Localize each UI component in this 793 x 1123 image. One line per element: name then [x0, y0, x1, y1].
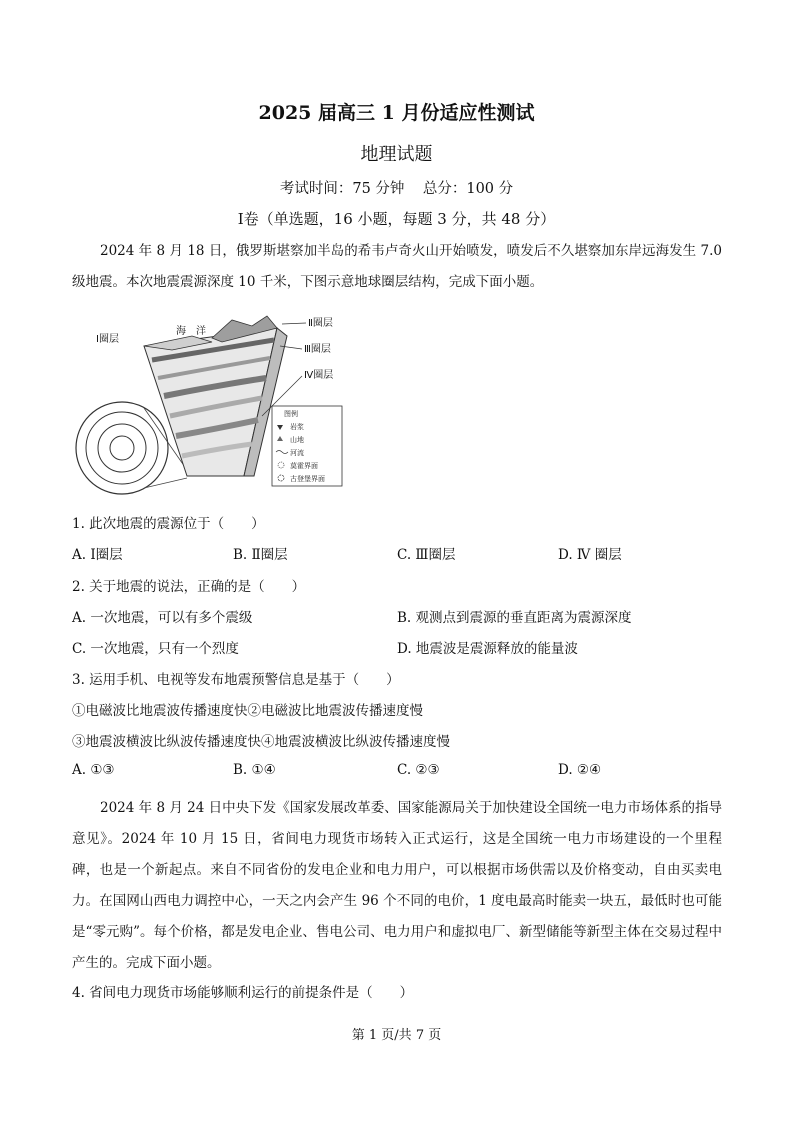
exam-subtitle: 地理试题 [360, 144, 433, 165]
legend [272, 406, 342, 486]
label-layer-4: Ⅳ圈层 [304, 370, 334, 381]
question-3-line-2: ③地震波横波比纵波传播速度快④地震波横波比纵波传播速度慢 [72, 734, 450, 750]
globe-icon [76, 402, 168, 494]
label-ocean: 海 洋 [176, 326, 206, 337]
legend-item-magma: 岩浆 [290, 423, 304, 431]
passage-1: 2024 年 8 月 18 日，俄罗斯堪察加半岛的希韦卢奇火山开始喷发，喷发后不久堪察加东岸远海发生 7.0 级地震。本次地震震源深度 10 千米，下图示意地球圈层结构，完成下面小题。 [72, 243, 722, 290]
question-3-line-1: ①电磁波比地震波传播速度快②电磁波比地震波传播速度慢 [72, 703, 423, 719]
legend-item-mountain: 山地 [290, 436, 304, 444]
question-3-stem: 3. 运用手机、电视等发布地震预警信息是基于（ ） [72, 672, 400, 688]
q3-option-c[interactable]: C. ②③ [397, 762, 440, 778]
exam-title: 2025 届高三 1 月份适应性测试 [258, 102, 535, 124]
legend-title: 图例 [284, 410, 298, 418]
passage-2: 2024 年 8 月 24 日中央下发《国家发展改革委、国家能源局关于加快建设全国统一电力市场体系的指导意见》。2024 年 10 月 15 日，省间电力现货市场转入正式运行，这是全国统一电力市场建设的一个里程碑，也是一个新起点。来自不同省份的发电企业和电力用户，可以根据市场供需以及价格变动，自由买卖电力。在国网山西电力调控中心，一天之内会产生 96 个不同的电价，1 度电最高时能卖一块五，最低时也可能是“零元购”。每个价格，都是发电企业、售电公司、电力用户和虚拟电厂、新型储能等新型主体在交易过程中产生的。完成下面小题。 [72, 800, 722, 971]
q1-option-a[interactable]: A. Ⅰ圈层 [72, 547, 123, 563]
q1-option-d[interactable]: D. Ⅳ 圈层 [558, 547, 622, 563]
crust-wedge [144, 316, 287, 476]
legend-item-river: 河流 [290, 449, 304, 457]
q3-option-d[interactable]: D. ②④ [558, 762, 602, 778]
exam-meta: 考试时间：75 分钟 总分：100 分 [279, 181, 514, 197]
page-footer: 第 1 页/共 7 页 [351, 1028, 442, 1043]
label-layer-2: Ⅱ圈层 [308, 318, 333, 329]
question-2-stem: 2. 关于地震的说法，正确的是（ ） [72, 579, 306, 595]
earth-layers-diagram [72, 298, 347, 498]
section-heading: Ⅰ卷（单选题，16 小题，每题 3 分，共 48 分） [237, 210, 556, 228]
question-1-stem: 1. 此次地震的震源位于（ ） [72, 516, 265, 532]
label-layer-3: Ⅲ圈层 [304, 344, 331, 355]
q1-option-c[interactable]: C. Ⅲ圈层 [397, 547, 456, 563]
q2-option-a[interactable]: A. 一次地震，可以有多个震级 [72, 610, 253, 626]
q2-option-d[interactable]: D. 地震波是震源释放的能量波 [397, 641, 578, 657]
q2-option-c[interactable]: C. 一次地震，只有一个烈度 [72, 641, 239, 657]
q3-option-b[interactable]: B. ①④ [233, 762, 276, 778]
q1-option-b[interactable]: B. Ⅱ圈层 [233, 547, 288, 563]
q3-option-a[interactable]: A. ①③ [72, 762, 115, 778]
q2-option-b[interactable]: B. 观测点到震源的垂直距离为震源深度 [397, 610, 632, 626]
earth-layers-figure [72, 298, 347, 498]
question-4-stem: 4. 省间电力现货市场能够顺利运行的前提条件是（ ） [72, 985, 414, 1001]
legend-item-moho: 莫霍界面 [290, 462, 318, 470]
label-layer-1: Ⅰ圈层 [96, 334, 119, 345]
legend-item-gutenberg: 古登堡界面 [290, 475, 325, 483]
